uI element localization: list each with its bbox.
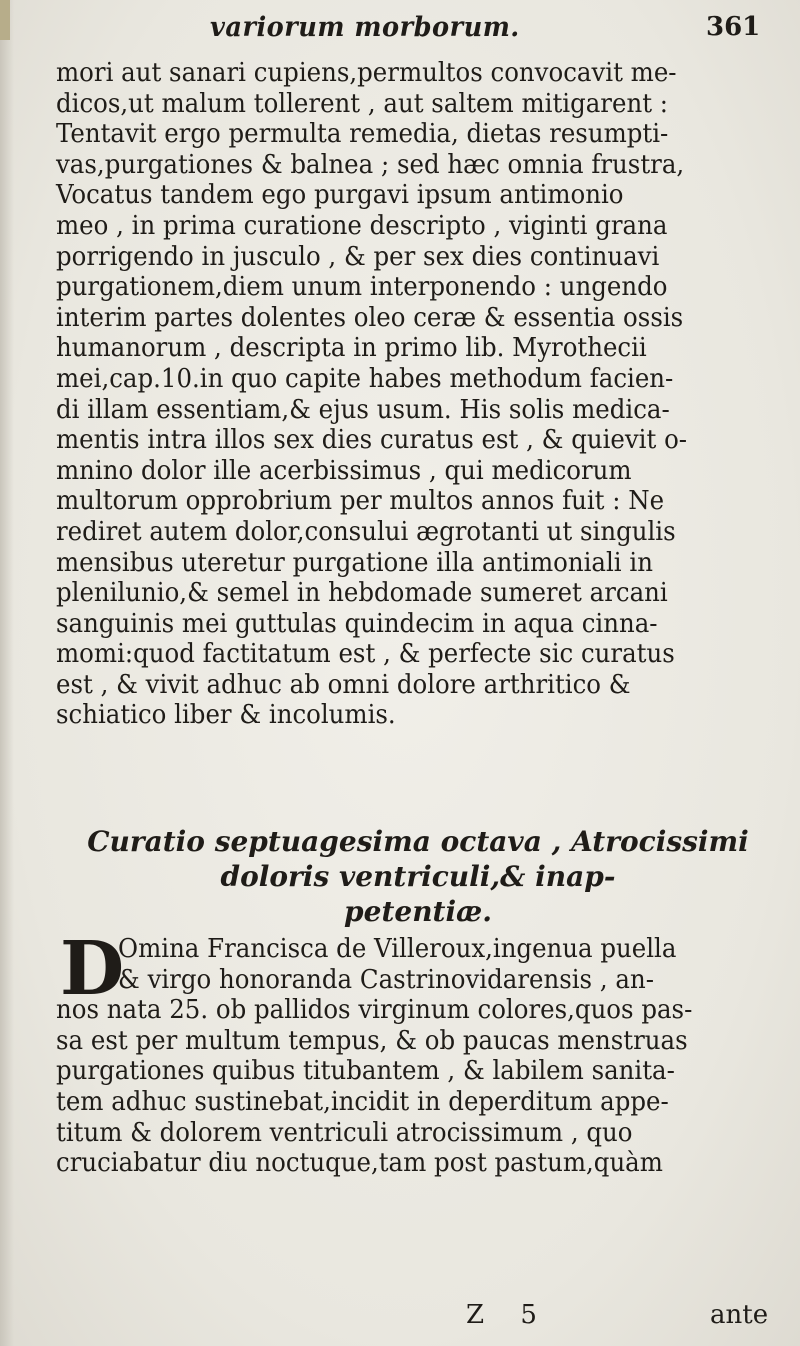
text-line: di illam essentiam,& ejus usum. His solis medica- — [56, 394, 670, 425]
text-line: multorum opprobrium per multos annos fuit : Ne — [56, 486, 665, 517]
text-line: est , & vivit adhuc ab omni dolore arthritico & — [56, 669, 631, 700]
text-line: mensibus uteretur purgatione illa antimoniali in — [56, 547, 653, 578]
text-line: & virgo honoranda Castrinovidarensis , an- — [118, 964, 654, 995]
text-line: cruciabatur diu noctuque,tam post pastum,quàm — [56, 1148, 663, 1179]
text-line: mnino dolor ille acerbissimus , qui medicorum — [56, 455, 632, 486]
heading-line: Curatio septuagesima octava , Atrocissimi — [87, 825, 749, 858]
text-line: porrigendo in jusculo , & per sex dies continuavi — [56, 241, 660, 272]
text-line: meo , in prima curatione descripto , viginti grana — [56, 210, 668, 241]
text-line: purgationem,diem unum interponendo : ungendo — [56, 272, 668, 303]
text-line: momi:quod factitatum est , & perfecte sic curatus — [56, 639, 675, 670]
text-line: mei,cap.10.in quo capite habes methodum facien- — [56, 363, 674, 394]
section-heading — [56, 824, 780, 929]
text-line: titum & dolorem ventriculi atrocissimum , quo — [56, 1117, 633, 1148]
text-line: mori aut sanari cupiens,permultos convocavit me- — [56, 58, 677, 88]
text-line: interim partes dolentes oleo ceræ & essentia ossis — [56, 302, 684, 333]
paragraph-1 — [56, 58, 780, 731]
text-line: sa est per multum tempus, & ob paucas menstruas — [56, 1025, 688, 1056]
text-line: schiatico liber & incolumis. — [56, 700, 396, 731]
text-line: dicos,ut malum tollerent , aut saltem mitigarent : — [56, 88, 669, 119]
page-number: 361 — [706, 12, 761, 42]
drop-cap: D — [60, 926, 125, 1012]
text-line: mentis intra illos sex dies curatus est , & quievit o- — [56, 425, 688, 456]
text-line: rediret autem dolor,consului ægrotanti ut singulis — [56, 516, 676, 547]
text-line: tem adhuc sustinebat,incidit in deperditum appe- — [56, 1086, 669, 1117]
text-line: Tentavit ergo permulta remedia, dietas resumpti- — [56, 119, 669, 150]
text-line: plenilunio,& semel in hebdomade sumeret arcani — [56, 578, 668, 609]
running-title: variorum morborum. — [210, 12, 520, 43]
paragraph-2 — [56, 926, 780, 1179]
text-line: nos nata 25. ob pallidos virginum colores,quos pas- — [56, 995, 693, 1026]
heading-line: doloris ventriculi,& inap- — [220, 860, 616, 893]
signature-mark: Z 5 — [466, 1300, 551, 1330]
text-line: purgationes quibus titubantem , & labilem sanita- — [56, 1056, 675, 1087]
page-edge-shadow — [0, 0, 14, 1346]
page-header — [0, 8, 800, 52]
page-footer — [0, 1300, 800, 1340]
text-line: Vocatus tandem ego purgavi ipsum antimonio — [56, 180, 624, 211]
catchword: ante — [710, 1300, 769, 1330]
text-line: sanguinis mei guttulas quindecim in aqua cinna- — [56, 608, 658, 639]
text-line: Omina Francisca de Villeroux,ingenua puella — [118, 934, 677, 964]
text-line: vas,purgationes & balnea ; sed hæc omnia frustra, — [56, 149, 685, 180]
heading-line: petentiæ. — [344, 895, 492, 928]
text-line: humanorum , descripta in primo lib. Myrothecii — [56, 333, 647, 364]
